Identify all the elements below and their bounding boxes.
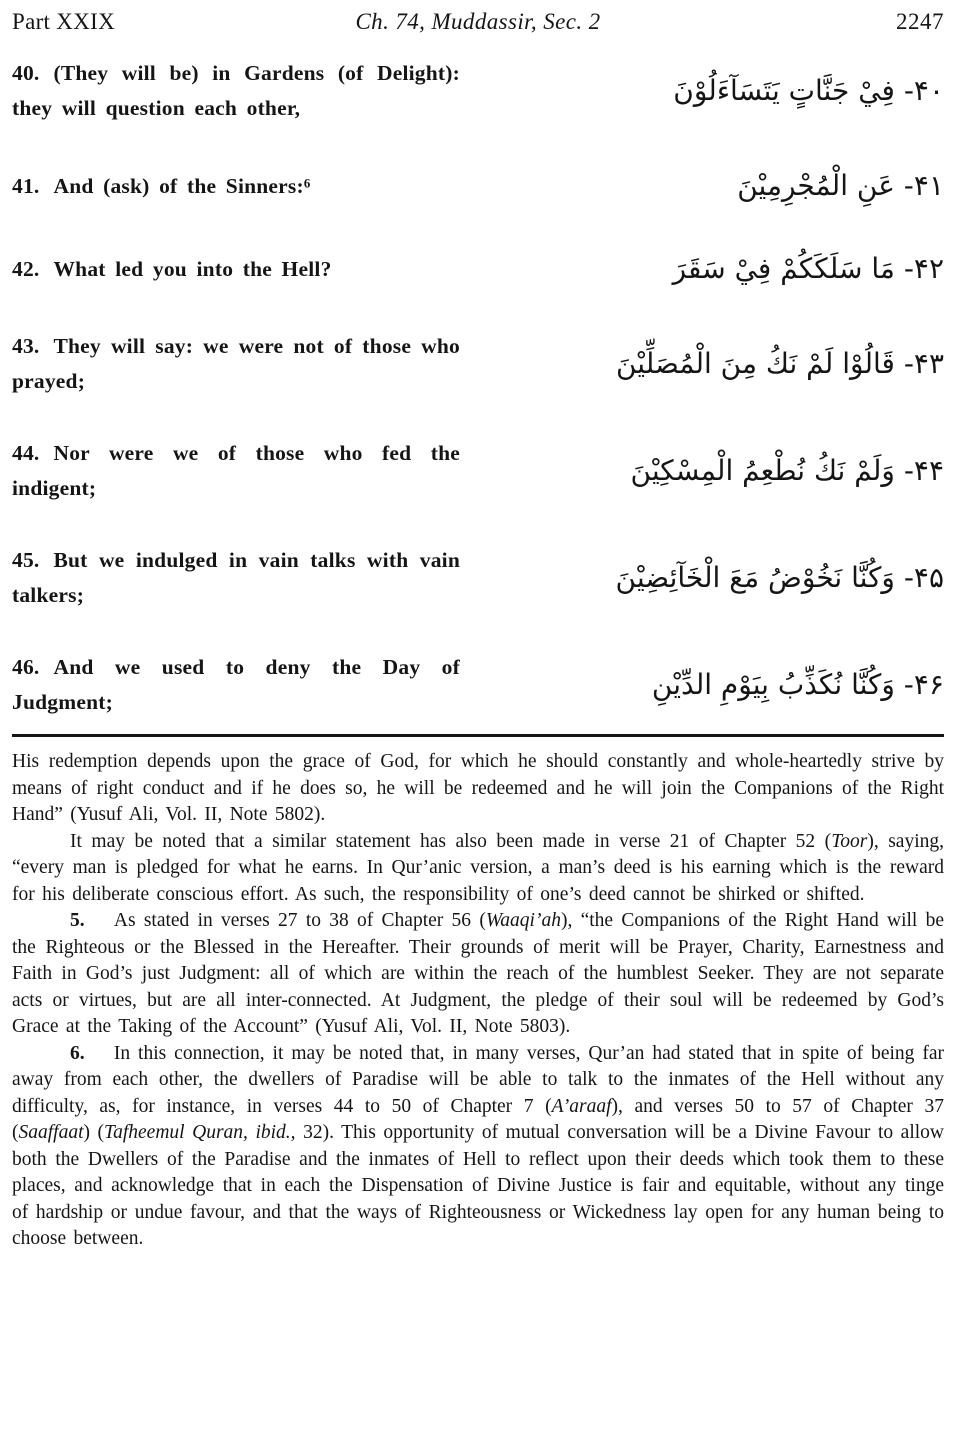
verse-text-arabic: ۴۲- مَا سَلَكَكُمْ فِيْ سَقَرَ [672, 252, 944, 285]
footnote-text-run: In this connection, it may be noted that, in many verses, Qur’an had stated that in spite of being far away from each other, the dwellers of Paradise will be able to talk to the inmates of the Hell without any difficulty, as, for instance, in verses 44 to 50 of Chapter 7 ( [12, 1042, 944, 1117]
verse-number: 46. [12, 655, 40, 679]
footnote-text-run: It may be noted that a similar statement has also been made in verse 21 of Chapter 52 ( [70, 830, 832, 852]
footnote-paragraph [12, 829, 944, 909]
chapter-title: Ch. 74, Muddassir, Sec. 2 [355, 9, 601, 34]
verse-text-arabic: ۴۱- عَنِ الْمُجْرِمِيْنَ [737, 169, 944, 202]
verse-english [12, 56, 460, 126]
footnote-text-run: Saaffaat [18, 1122, 84, 1143]
footnote-text-run: ), saying, “every man is pledged for what he earns. In Qur’anic version, a man’s deed is his earning which is the reward for his deliberate conscious effort. As such, the responsibility of one’s deed cannot be shirked or shifted. [12, 830, 944, 905]
verse-number: 40. [12, 61, 40, 85]
verse-number: 42. [12, 256, 40, 281]
footnote-text-run: ), and verses 50 to 57 of Chapter 37 ( [12, 1095, 944, 1143]
verse-row [12, 56, 944, 126]
verse-english [12, 436, 460, 506]
verse-text-arabic: ۴۵- وَكُنَّا نَخُوْضُ مَعَ الْخَآئِضِيْنَ [615, 561, 944, 594]
verses [12, 50, 944, 720]
section-divider [12, 734, 944, 737]
page-number: 2247 [896, 9, 944, 34]
footnote-text-run: As stated in verses 27 to 38 of Chapter 56 ( [84, 910, 486, 931]
verse-number: 45. [12, 548, 40, 572]
verse-english [12, 329, 460, 399]
footnote-text-run: Tafheemul Quran, ibid., [104, 1122, 296, 1143]
footnote-paragraph [12, 749, 944, 829]
part-label: Part XXIX [12, 9, 115, 34]
verse-text-arabic: ۴۳- قَالُوْا لَمْ نَكُ مِنَ الْمُصَلِّيْنَ [615, 347, 944, 380]
verse-text-arabic: ۴۴- وَلَمْ نَكُ نُطْعِمُ الْمِسْكِيْنَ [630, 454, 944, 487]
verse-text-english: (They will be) in Gardens (of Delight): they will question each other, [12, 61, 460, 120]
verse-number: 43. [12, 334, 40, 358]
verse-row [12, 436, 944, 506]
verse-english [12, 252, 460, 287]
verse-text-english: But we indulged in vain talks with vain talkers; [12, 548, 460, 607]
verse-text-english: And we used to deny the Day of Judgment; [12, 655, 460, 714]
verse-text-english: What led you into the Hell? [53, 256, 332, 281]
verse-english [12, 650, 460, 720]
verse-text-english: And (ask) of the Sinners:⁶ [53, 173, 311, 198]
footnote-text-run: ), “the Companions of the Right Hand will be the Righteous or the Blessed in the Hereafter. Their grounds of merit will be Prayer, Charity, Earnestness and Faith in God’s just Judgment: all of which are within the reach of the humblest Seeker. They are not separate acts or virtues, but are all inter-connected. At Judgment, the pledge of their soul will be redeemed by God’s Grace at the Taking of the Account” (Yusuf Ali, Vol. II, Note 5803). [12, 910, 945, 1037]
verse-english [12, 543, 460, 613]
verse-row [12, 246, 944, 292]
verse-text-english: Nor were we of those who fed the indigent; [12, 441, 460, 500]
verse-text-english: They will say: we were not of those who prayed; [12, 334, 460, 393]
verse-row [12, 650, 944, 720]
verse-row [12, 329, 944, 399]
footnote-text-run: 32). This opportunity of mutual conversation will be a Divine Favour to allow both the Dwellers of the Paradise and the inmates of Hell to reflect upon their deeds which took them to these places, and acknowledge that in each the Dispensation of Divine Justice is fair and equitable, without any tinge of hardship or undue favour, and that the ways of Righteousness or Wickedness lay open for any human being to choose between. [12, 1122, 944, 1249]
verse-number: 44. [12, 441, 40, 465]
verse-text-arabic: ۴۰- فِيْ جَنَّاتٍ يَتَسَآءَلُوْنَ [673, 74, 944, 107]
footnote-text-run: A’araaf [551, 1095, 612, 1117]
verse-english [12, 169, 460, 204]
footnote-text-run: Toor [831, 830, 868, 852]
footnote-paragraph [12, 1041, 944, 1253]
footnote-paragraph [12, 908, 944, 1041]
verse-row [12, 543, 944, 613]
verse-text-arabic: ۴۶- وَكُنَّا نُكَذِّبُ بِيَوْمِ الدِّيْنِ [651, 668, 944, 701]
verse-row [12, 163, 944, 209]
page-header [12, 8, 944, 36]
footnote-text-run: Waaqi’ah [485, 910, 561, 931]
footnote-text-run: 5. [70, 910, 85, 931]
footnote-text-run: His redemption depends upon the grace of God, for which he should constantly and whole-heartedly strive by means of right conduct and if he does so, he will be redeemed and he will join the Companions of the Right Hand” (Yusuf Ali, Vol. II, Note 5802). [12, 751, 944, 825]
footnotes [12, 749, 944, 1253]
footnote-text-run: 6. [70, 1042, 85, 1064]
footnote-text-run: ) ( [83, 1122, 105, 1143]
verse-number: 41. [12, 173, 40, 198]
